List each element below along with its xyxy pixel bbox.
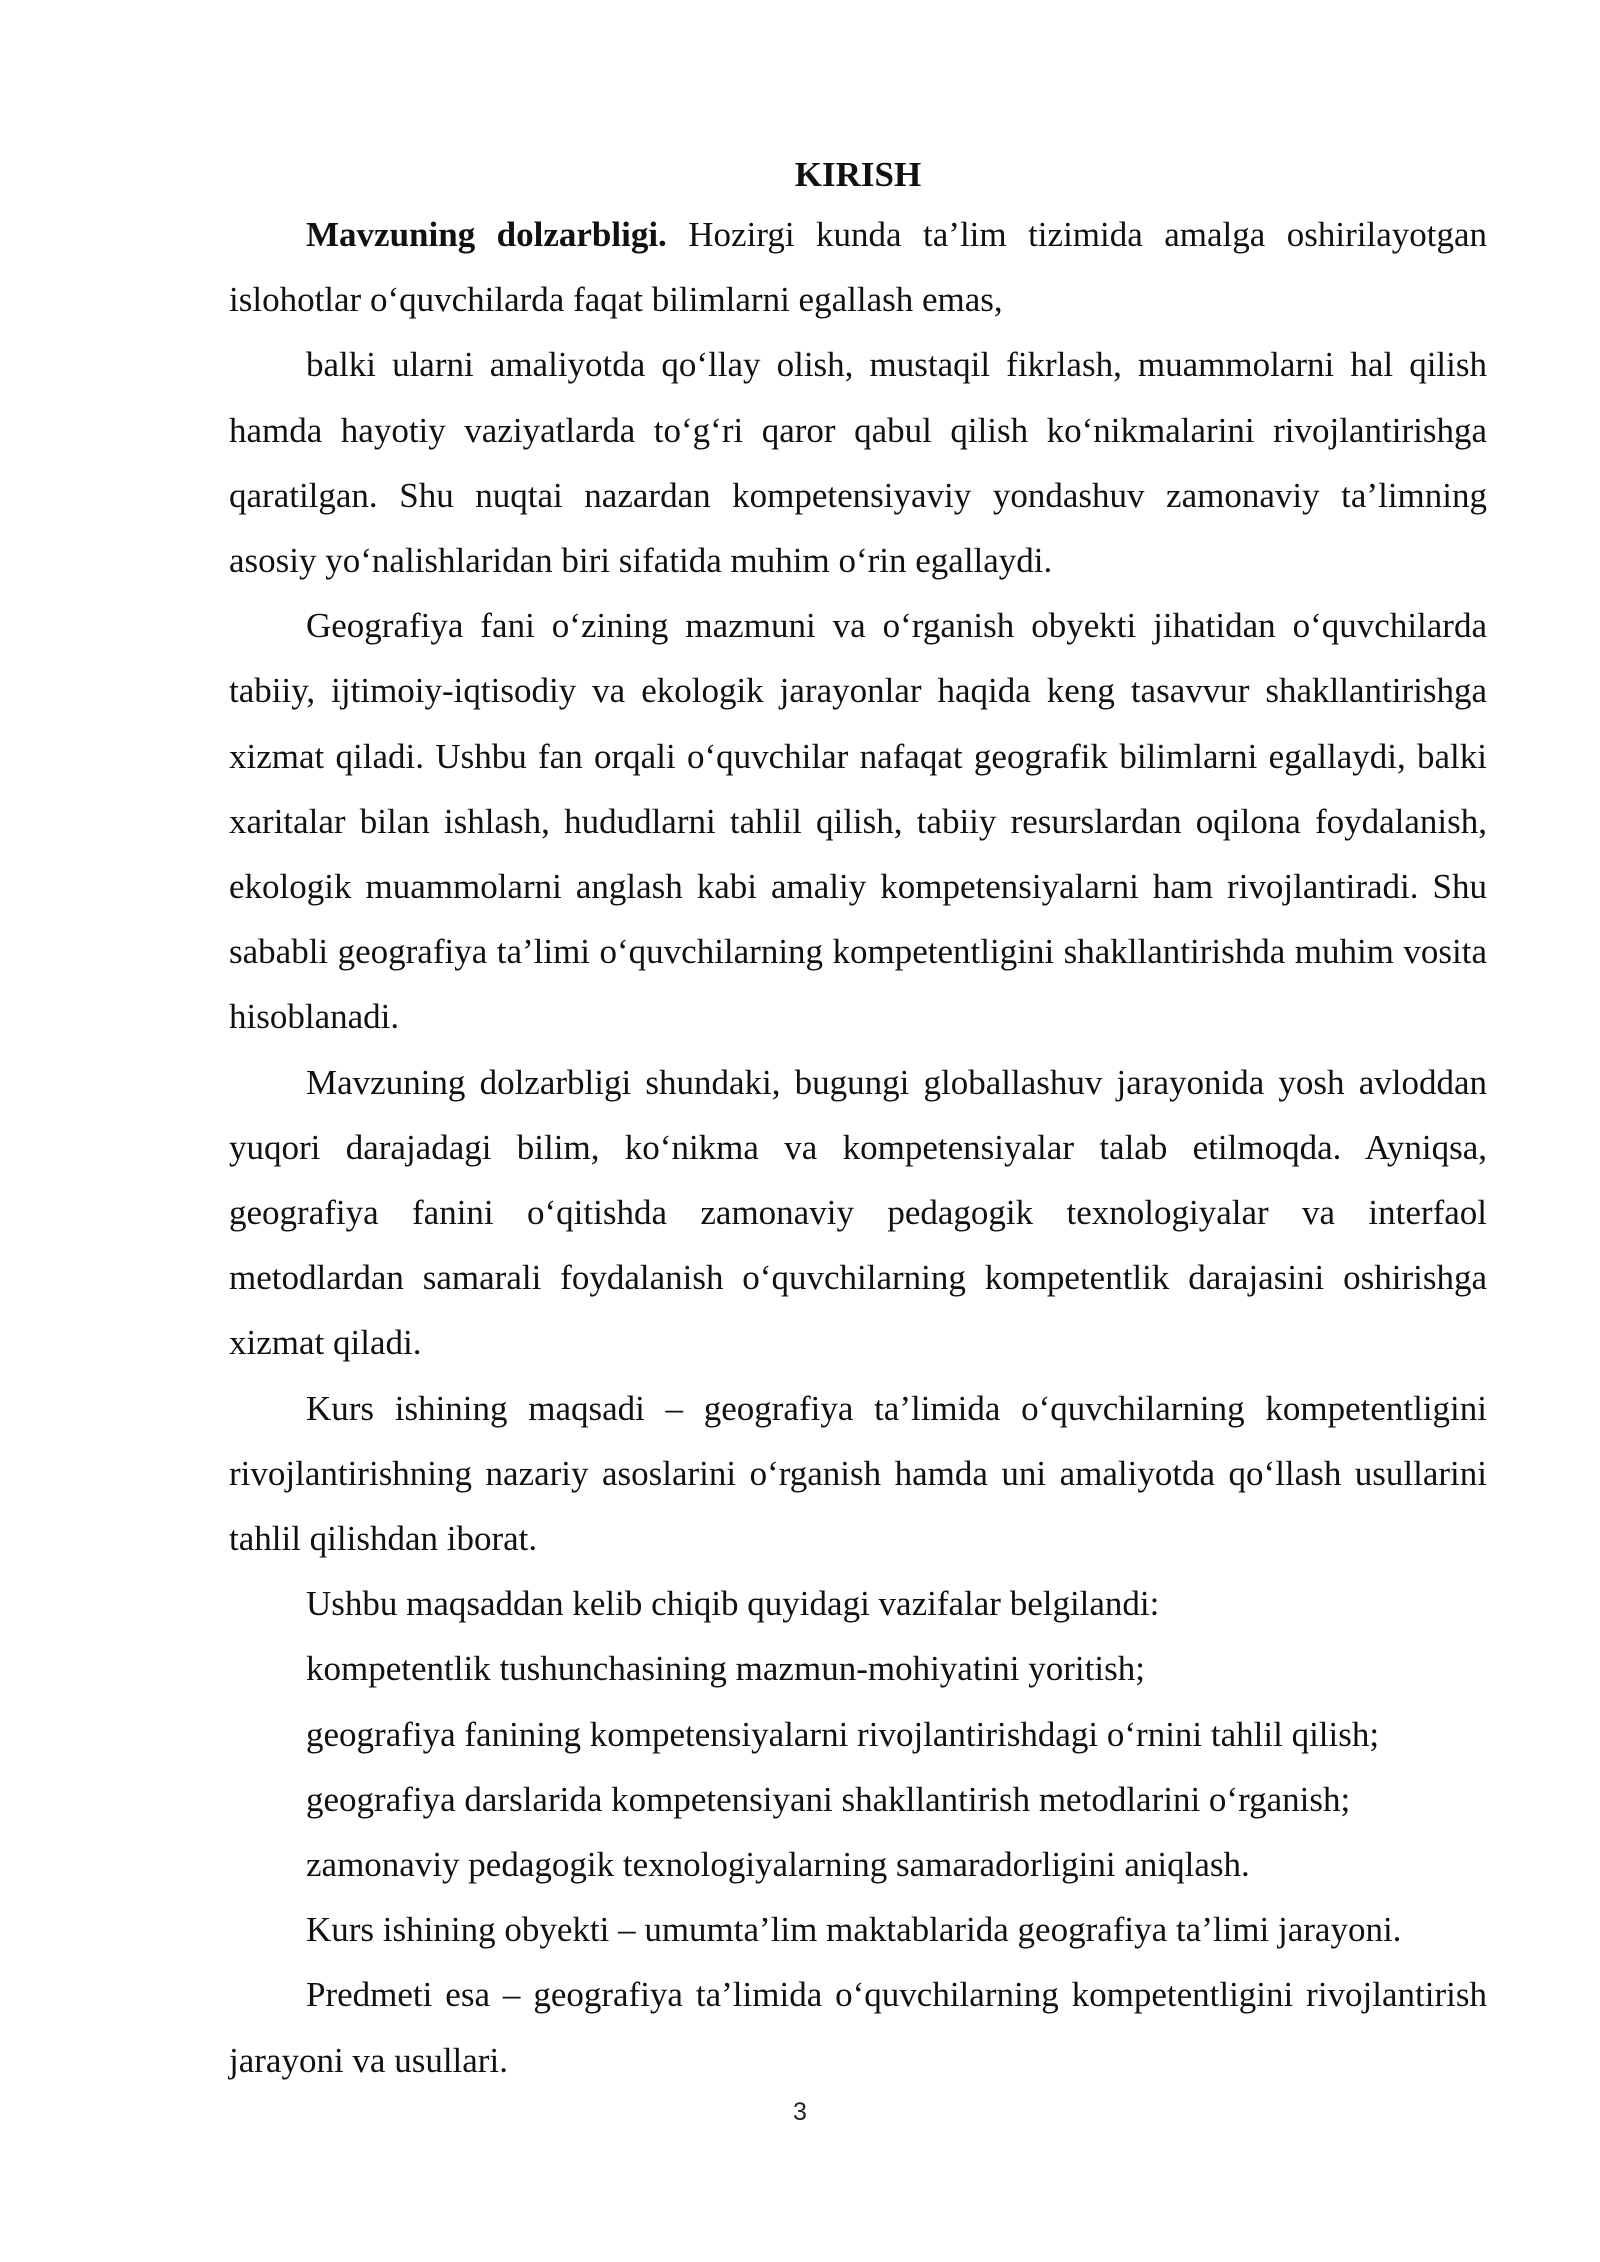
task-list-item: geografiya darslarida kompetensiyani shakllantirish metodlarini o‘rganish;	[306, 1779, 1351, 1819]
document-body	[229, 148, 1487, 2093]
task-list-item: kompetentlik tushunchasining mazmun-mohiyatini yoritish;	[306, 1649, 1145, 1689]
paragraph-relevance-intro	[229, 202, 1487, 332]
paragraph-relevance-detail: Mavzuning dolzarbligi shundaki, bugungi globallashuv jarayonida yosh avloddan yuqori darajadagi bilim, ko‘nikma va kompetensiyalar talab etilmoqda. Ayniqsa, geografiya fanini o‘qitishda zamonaviy pedagogik texnologiyalar va interfaol metodlardan samarali foydalanish o‘quvchilarning kompetentlik darajasini oshirishga xizmat qiladi.	[229, 1062, 1487, 1363]
paragraph-geography-subject: Geografiya fani o‘zining mazmuni va o‘rganish obyekti jihatidan o‘quvchilarda tabiiy, ijtimoiy-iqtisodiy va ekologik jarayonlar haqida keng tasavvur shakllantirishga xizmat qiladi. Ushbu fan orqali o‘quvchilar nafaqat geografik bilimlarni egallaydi, balki xaritalar bilan ishlash, hududlarni tahlil qilish, tabiiy resurslardan oqilona foydalanish, ekologik muammolarni anglash kabi amaliy kompetensiyalarni ham rivojlantiradi. Shu sababli geografiya ta’limi o‘quvchilarning kompetentligini shakllantirishda muhim vosita hisoblanadi.	[229, 606, 1487, 1037]
page-number: 3	[793, 2098, 807, 2126]
paragraph-research-subject: Predmeti esa – geografiya ta’limida o‘quvchilarning kompetentligini rivojlantirish jarayoni va usullari.	[229, 1975, 1487, 2080]
task-list-item: geografiya fanining kompetensiyalarni rivojlantirishdagi o‘rnini tahlil qilish;	[306, 1714, 1380, 1754]
paragraph-research-goal: Kurs ishining maqsadi – geografiya ta’limida o‘quvchilarning kompetentligini rivojlantirishning nazariy asoslarini o‘rganish hamda uni amaliyotda qo‘llash usullarini tahlil qilishdan iborat.	[229, 1388, 1487, 1559]
paragraph-lead-bold: Mavzuning dolzarbligi.	[306, 215, 667, 254]
paragraph-text: Hozirgi kunda ta’lim tizimida amalga oshirilayotgan islohotlar o‘quvchilarda faqat bilimlarni egallash emas,	[229, 215, 1487, 320]
paragraph-tasks-intro: Ushbu maqsaddan kelib chiqib quyidagi vazifalar belgilandi:	[306, 1584, 1160, 1624]
paragraph-relevance-continued: balki ularni amaliyotda qo‘llay olish, mustaqil fikrlash, muammolarni hal qilish hamda hayotiy vaziyatlarda to‘g‘ri qaror qabul qilish ko‘nikmalarini rivojlantirishga qaratilgan. Shu nuqtai nazardan kompetensiyaviy yondashuv zamonaviy ta’limning asosiy yo‘nalishlaridan biri sifatida muhim o‘rin egallaydi.	[229, 345, 1487, 581]
task-list-item: zamonaviy pedagogik texnologiyalarning samaradorligini aniqlash.	[306, 1845, 1250, 1885]
paragraph-research-object: Kurs ishining obyekti – umumta’lim maktablarida geografiya ta’limi jarayoni.	[306, 1910, 1402, 1950]
section-title: KIRISH	[794, 155, 922, 194]
